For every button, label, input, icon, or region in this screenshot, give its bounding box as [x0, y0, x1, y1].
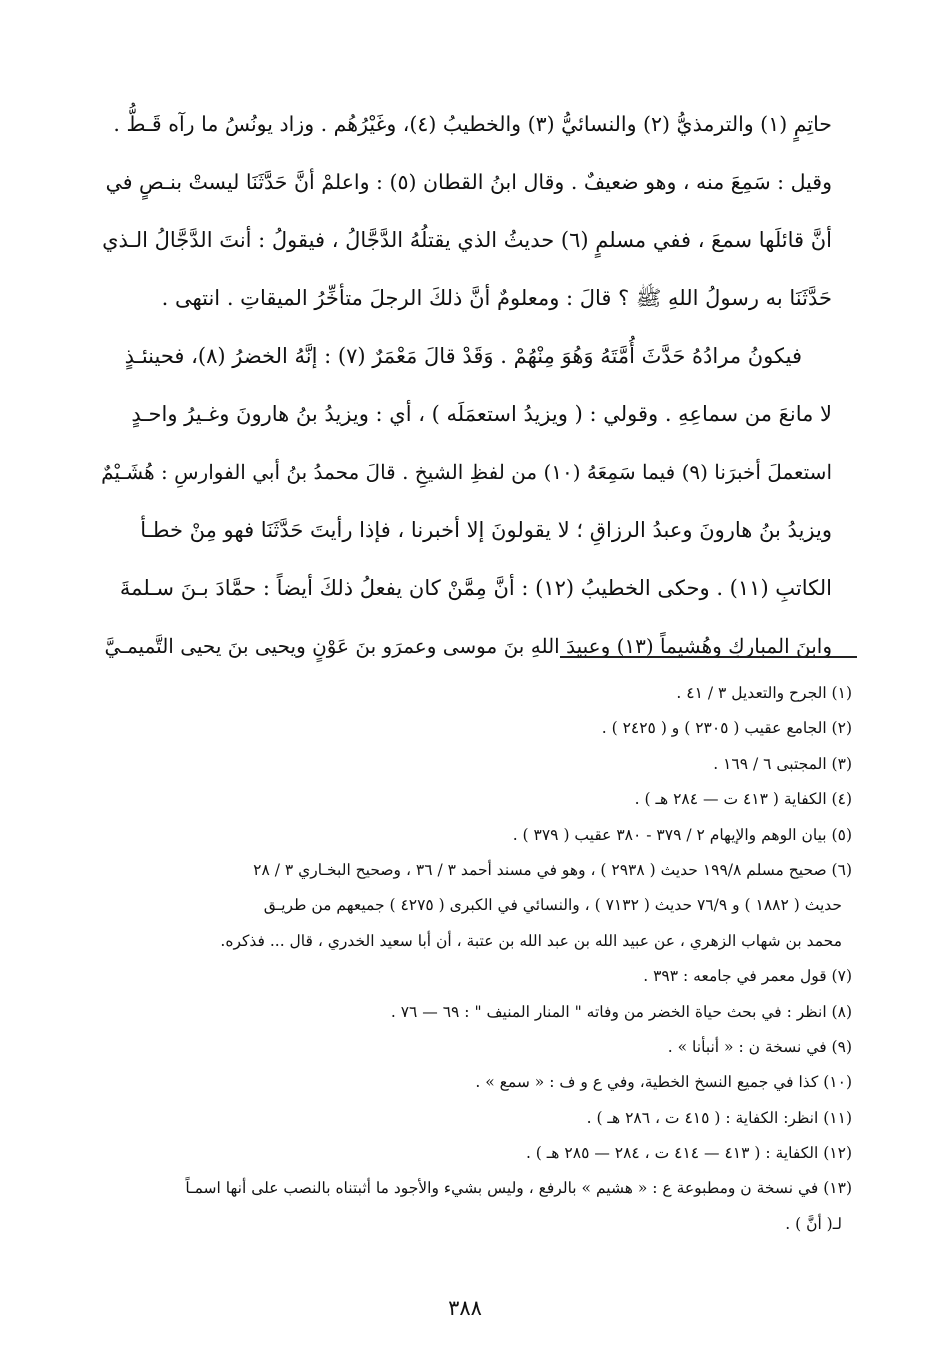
- text-line: حَدَّثَنَا به رسولُ اللهِ ﷺ ؟ قالَ : ومعلومٌ أنَّ ذلكَ الرجلَ متأخِّرُ الميقاتِ . انتهى .: [161, 286, 832, 310]
- footnote: (١١) انظر: الكفاية : ( ٤١٥ ت ، ٢٨٦ هـ ) .: [586, 1108, 852, 1127]
- footnote-separator: [560, 656, 857, 658]
- page-number: ٣٨٨: [448, 1296, 482, 1320]
- text-line: فيكونُ مرادُهُ حَدَّثَ أُمَّتَهُ وَهُوَ مِنْهُمْ . وَقَدْ قالَ مَعْمَرٌ (٧) : إنَّهُ الخضرُ (٨)، فحينئـذٍ: [124, 344, 802, 368]
- text-line: وابنَ المباركِ وهُشيماً (١٣) وعبيدَ اللهِ بنَ موسى وعمرَو بنَ عَوْنٍ ويحيى بنَ يحيى التَّميمـيَّ: [104, 634, 832, 658]
- footnote: (٥) بيان الوهم والإيهام ٢ / ٣٧٩ - ٣٨٠ عقيب ( ٣٧٩ ) .: [512, 825, 852, 844]
- footnote: (٢) الجامع عقيب ( ٢٣٠٥ ) و ( ٢٤٢٥ ) .: [601, 719, 852, 738]
- text-line: وقيل : سَمِعَ منه ، وهو ضعيفٌ . وقال ابنُ القطان (٥) : واعلمْ أنَّ حَدَّثَنَا ليستْ بنـصٍ في: [105, 170, 832, 194]
- footnote-continuation: حديث ( ١٨٨٢ ) و ٧٦/٩ حديث ( ٧١٣٢ ) ، والنسائي في الكبرى ( ٤٢٧٥ ) جميعهم من طريـق: [263, 896, 842, 915]
- text-line: استعملَ أخبرَنا (٩) فيما سَمِعَهُ (١٠) من لفظِ الشيخِ . قالَ محمدُ بنُ أبي الفوارسِ : هُشَـيْمٌ: [101, 460, 832, 484]
- text-line: الكاتبِ (١١) . وحكى الخطيبُ (١٢) : أنَّ مِمَّنْ كان يفعلُ ذلكَ أيضاً : حمَّادَ بـنَ سـلمةَ: [119, 576, 832, 600]
- text-line: حاتِمٍ (١) والترمذيُّ (٢) والنسائيُّ (٣) والخطيبُ (٤)، وغَيْرُهُم . وزاد يونُسُ ما رآه قَـطُّ .: [113, 112, 832, 136]
- footnote-continuation: محمد بن شهاب الزهري ، عن عبيد الله بن عبد الله بن عتبة ، أن أبا سعيد الخدري ، قال ... فذكره.: [220, 931, 842, 950]
- footnote: (٨) انظر : في بحث حياة الخضر من وفاته " المنار المنيف " : ٦٩ — ٧٦ .: [390, 1002, 852, 1021]
- main-text: [100, 95, 832, 675]
- footnote: (١٠) كذا في جميع النسخ الخطية، وفي ع و ف : « سمع » .: [475, 1073, 852, 1092]
- footnote: (٤) الكفاية ( ٤١٣ ت — ٢٨٤ هـ ) .: [634, 790, 852, 809]
- text-line: لا مانعَ من سماعِهِ . وقولي : ( ويزيدُ استعمَلَه ) ، أي : ويزيدُ بنُ هارونَ وغـيرُ واحـدٍ: [131, 402, 832, 426]
- text-line: أنَّ قائلَها سمعَ ، ففي مسلمٍ (٦) حديثُ الذي يقتلُهُ الدَّجَّالُ ، فيقولُ : أنتَ الدَّجَّالُ الـذي: [102, 228, 832, 252]
- footnote: (٩) في نسخة ن : « أنبأنا » .: [667, 1037, 852, 1056]
- footnotes: [95, 676, 852, 1242]
- footnote-continuation: لـ( أنَّ ) .: [785, 1214, 842, 1233]
- footnote: (٣) المجتبى ٦ / ١٦٩ .: [713, 754, 852, 773]
- footnote: (١٢) الكفاية : ( ٤١٣ — ٤١٤ ت ، ٢٨٤ — ٢٨٥ هـ ) .: [525, 1144, 852, 1163]
- footnote: (١) الجرح والتعديل ٣ / ٤١ .: [676, 684, 852, 702]
- text-line: ويزيدُ بنُ هارونَ وعبدُ الرزاقِ ؛ لا يقولونَ إلا أخبرنا ، فإذا رأيتَ حَدَّثَنَا فهو مِنْ خطـأ: [140, 518, 832, 542]
- footnote: (٦) صحيح مسلم ١٩٩/٨ حديث ( ٢٩٣٨ ) ، وهو في مسند أحمد ٣ / ٣٦ ، وصحيح البخـاري ٣ / ٢٨: [253, 860, 852, 879]
- footnote: (١٣) في نسخة ن ومطبوعة ع : « هشيم » بالرفع ، وليس بشيء والأجود ما أثبتناه بالنصب على أنها اسمـاً: [185, 1179, 852, 1198]
- footnote: (٧) قول معمر في جامعه : ٣٩٣ .: [643, 967, 852, 986]
